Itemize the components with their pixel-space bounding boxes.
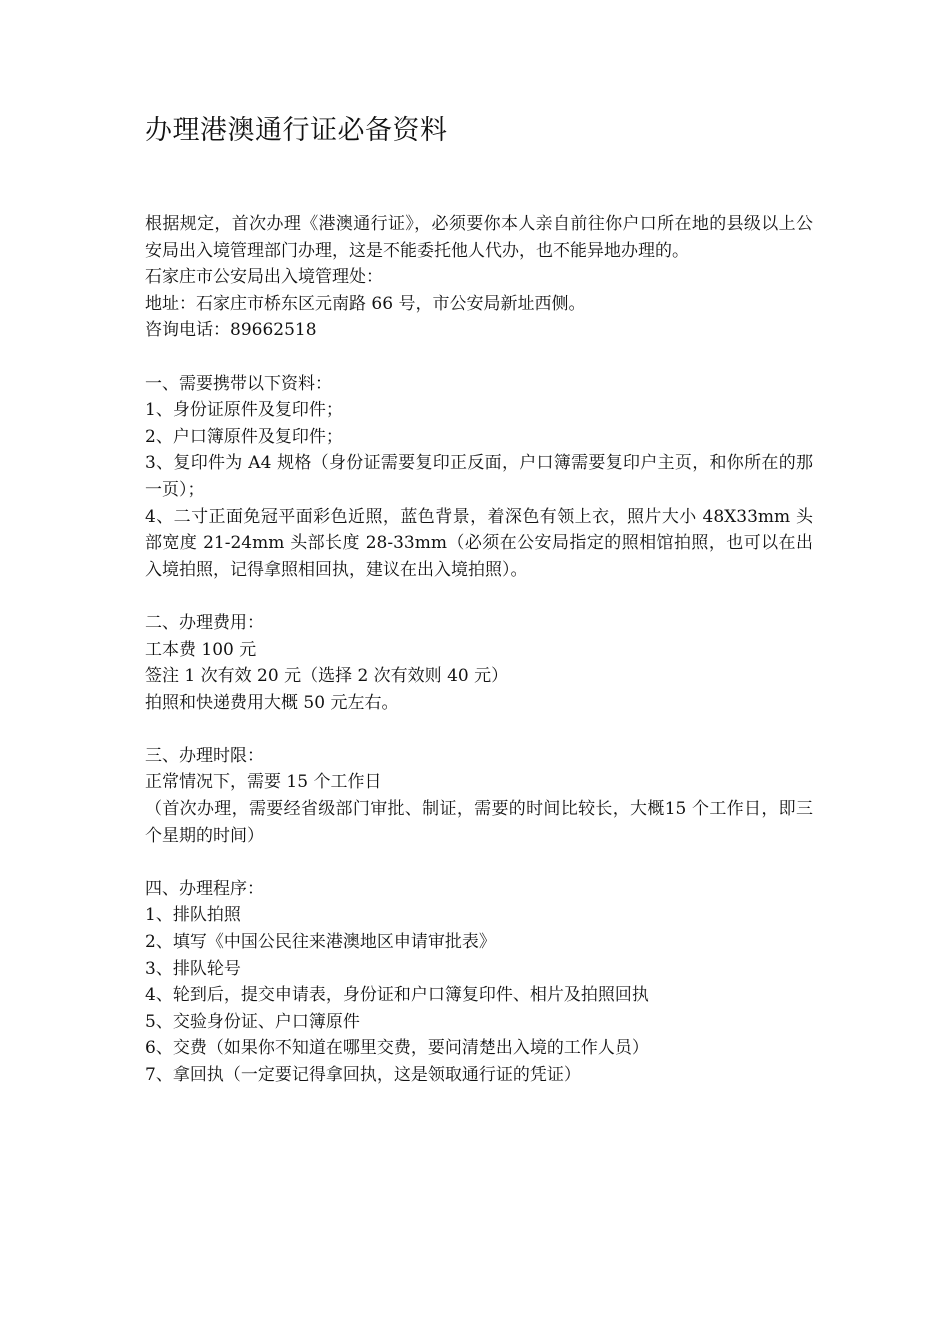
- section-gap: [145, 849, 813, 876]
- procedure-step: 5、交验身份证、户口簿原件: [145, 1011, 360, 1032]
- phone-line: 咨询电话：89662518: [145, 320, 317, 341]
- document-body: [145, 211, 813, 1089]
- procedure-heading: 四、办理程序：: [145, 878, 264, 899]
- fees-heading: 二、办理费用：: [145, 612, 264, 633]
- fees-item: 拍照和快递费用大概 50 元左右。: [145, 692, 399, 713]
- procedure-step: 4、轮到后，提交申请表，身份证和户口簿复印件、相片及拍照回执: [145, 985, 649, 1006]
- address-line: 地址：石家庄市桥东区元南路 66 号，市公安局新址西侧。: [145, 293, 586, 314]
- section-gap: [145, 716, 813, 743]
- time-heading: 三、办理时限：: [145, 745, 264, 766]
- materials-item: 3、复印件为 A4 规格（身份证需要复印正反面，户口簿需要复印户主页，和你所在的那一页）；: [145, 453, 813, 500]
- document-title: 办理港澳通行证必备资料: [145, 115, 448, 146]
- fees-item: 工本费 100 元: [145, 639, 257, 660]
- procedure-step: 1、排队拍照: [145, 905, 241, 926]
- procedure-step: 7、拿回执（一定要记得拿回执，这是领取通行证的凭证）: [145, 1065, 581, 1085]
- time-item: （首次办理，需要经省级部门审批、制证，需要的时间比较长，大概15 个工作日，即三个星期的时间）: [145, 799, 813, 846]
- office-line: 石家庄市公安局出入境管理处：: [145, 267, 383, 288]
- intro-paragraph: 根据规定，首次办理《港澳通行证》，必须要你本人亲自前往你户口所在地的县级以上公安局出入境管理部门办理，这是不能委托他人代办，也不能异地办理的。: [145, 214, 813, 261]
- procedure-step: 2、填写《中国公民往来港澳地区申请审批表》: [145, 932, 496, 953]
- section-gap: [145, 344, 813, 371]
- procedure-step: 3、排队轮号: [145, 958, 241, 979]
- materials-item: 4、二寸正面免冠平面彩色近照，蓝色背景，着深色有领上衣，照片大小 48X33mm 头部宽度 21-24mm 头部长度 28-33mm（必须在公安局指定的照相馆拍照，也可以在出入境拍照，记得拿照相回执，建议在出入境拍照）。: [145, 506, 813, 580]
- materials-item: 2、户口簿原件及复印件；: [145, 426, 343, 447]
- time-item: 正常情况下，需要 15 个工作日: [145, 772, 382, 793]
- materials-heading: 一、需要携带以下资料：: [145, 373, 332, 394]
- materials-item: 1、身份证原件及复印件；: [145, 400, 343, 421]
- procedure-step: 6、交费（如果你不知道在哪里交费，要问清楚出入境的工作人员）: [145, 1038, 649, 1059]
- fees-item: 签注 1 次有效 20 元（选择 2 次有效则 40 元）: [145, 666, 509, 687]
- section-gap: [145, 583, 813, 610]
